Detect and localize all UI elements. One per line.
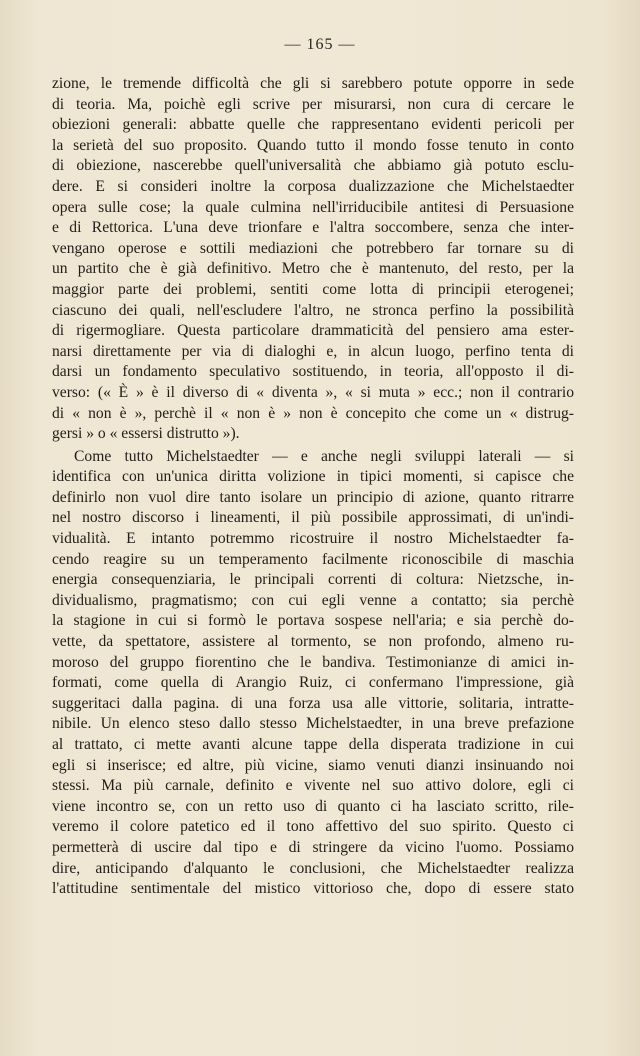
text-line: di obiezione, nascerebbe quell'universalità che abbiamo già potuto esclu- [52,157,574,175]
paragraph-1 [52,74,574,445]
text-line: la serietà del suo proposito. Quando tutto il mondo fosse tenuto in conto [52,136,574,154]
text-line: l'attitudine sentimentale del mistico vittorioso che, dopo di essere stato [52,880,574,898]
text-line: energia consequenziaria, le principali correnti di coltura: Nietzsche, in- [52,571,574,589]
text-line: ciascuno dei quali, nell'escludere l'altro, ne stronca perfino la possibilità [52,301,574,319]
text-line: stessi. Ma più carnale, definito e vivente nel suo attivo dolore, egli ci [52,777,574,795]
text-line: vidualità. E intanto potremmo ricostruire il nostro Michelstaedter fa- [52,530,574,548]
body-text [52,74,574,900]
text-line: gersi » o « essersi distrutto »). [52,425,240,443]
text-line: formati, come quella di Arangio Ruiz, ci confermano l'impressione, già [52,674,574,692]
text-line: di rigermogliare. Questa particolare drammaticità del pensiero ama ester- [52,322,574,340]
text-line: un partito che è già definitivo. Metro che è mantenuto, del resto, per la [52,260,574,278]
text-line: vengano operose e sottili mediazioni che potrebbero far tornare su di [52,239,574,257]
text-line: e di Rettorica. L'una deve trionfare e l'altra soccombere, senza che inter- [52,219,574,237]
text-line: identifica con un'unica diritta volizione in tipici momenti, si capisce che [52,468,574,486]
text-line: suggeritaci dalla pagina. di una forza usa alle vittorie, solitaria, intratte- [52,694,574,712]
text-line: opera sulle cose; la quale culmina nell'irriducibile antitesi di Persuasione [52,198,574,216]
text-line: narsi direttamente per via di dialoghi e, in alcun luogo, perfino tenta di [52,342,574,360]
text-line: viene incontro se, con un retto uso di quanto ci ha lasciato scritto, rile- [52,797,574,815]
text-line: cendo reagire su un temperamento facilmente riconoscibile di maschia [52,550,574,568]
text-line: la stagione in cui si formò le portava sospese nell'aria; e sia perchè do- [52,612,574,630]
paragraph-2 [52,447,574,900]
text-line: nel nostro discorso i lineamenti, il più possibile approssimati, di un'indi- [52,509,574,527]
text-line: moroso del gruppo fiorentino che le bandiva. Testimonianze di amici in- [52,653,574,671]
text-line: dividualismo, pragmatismo; con cui egli venne a contatto; sia perchè [52,591,574,609]
text-line: di « non è », perchè il « non è » non è concepito che come un « distrug- [52,404,574,422]
text-line: di teoria. Ma, poichè egli scrive per misurarsi, non cura di cercare le [52,95,574,113]
text-line: definirlo non vuol dire tanto isolare un principio di azione, quanto ritrarre [52,488,574,506]
text-line: al trattato, ci mette avanti alcune tappe della disperata tradizione in cui [52,736,574,753]
text-line: Come tutto Michelstaedter — e anche negli sviluppi laterali — si [74,447,574,465]
text-line: darsi un fondamento speculativo sostituendo, in teoria, all'opposto il di- [52,363,574,381]
text-line: zione, le tremende difficoltà che gli si sarebbero potute opporre in sede [52,75,574,92]
text-line: permetterà di uscire dal tipo e di stringere da vicino l'uomo. Possiamo [52,838,574,856]
text-line: dere. E si consideri inoltre la corposa dualizzazione che Michelstaedter [52,177,574,195]
text-line: dire, anticipando d'alquanto le conclusioni, che Michelstaedter realizza [52,859,574,877]
page-number: — 165 — [284,36,356,53]
text-line: verso: (« È » è il diverso di « diventa », « si muta » ecc.; non il contrario [52,383,574,401]
text-line: egli si inserisce; ed altre, più vicine, siamo venuti dianzi insinuando noi [52,756,574,774]
text-line: maggior parte dei problemi, sentiti come lotta di principii eterogenei; [52,280,574,298]
text-line: obiezioni generali: abbatte quelle che rappresentano evidenti pericoli per [52,116,574,134]
text-line: veremo il colore patetico ed il tono affettivo del suo spirito. Questo ci [52,818,574,836]
text-line: nibile. Un elenco steso dallo stesso Michelstaedter, in una breve prefazione [52,715,574,733]
text-line: vette, da spettatore, assistere al tormento, se non profondo, almeno ru- [52,633,574,651]
